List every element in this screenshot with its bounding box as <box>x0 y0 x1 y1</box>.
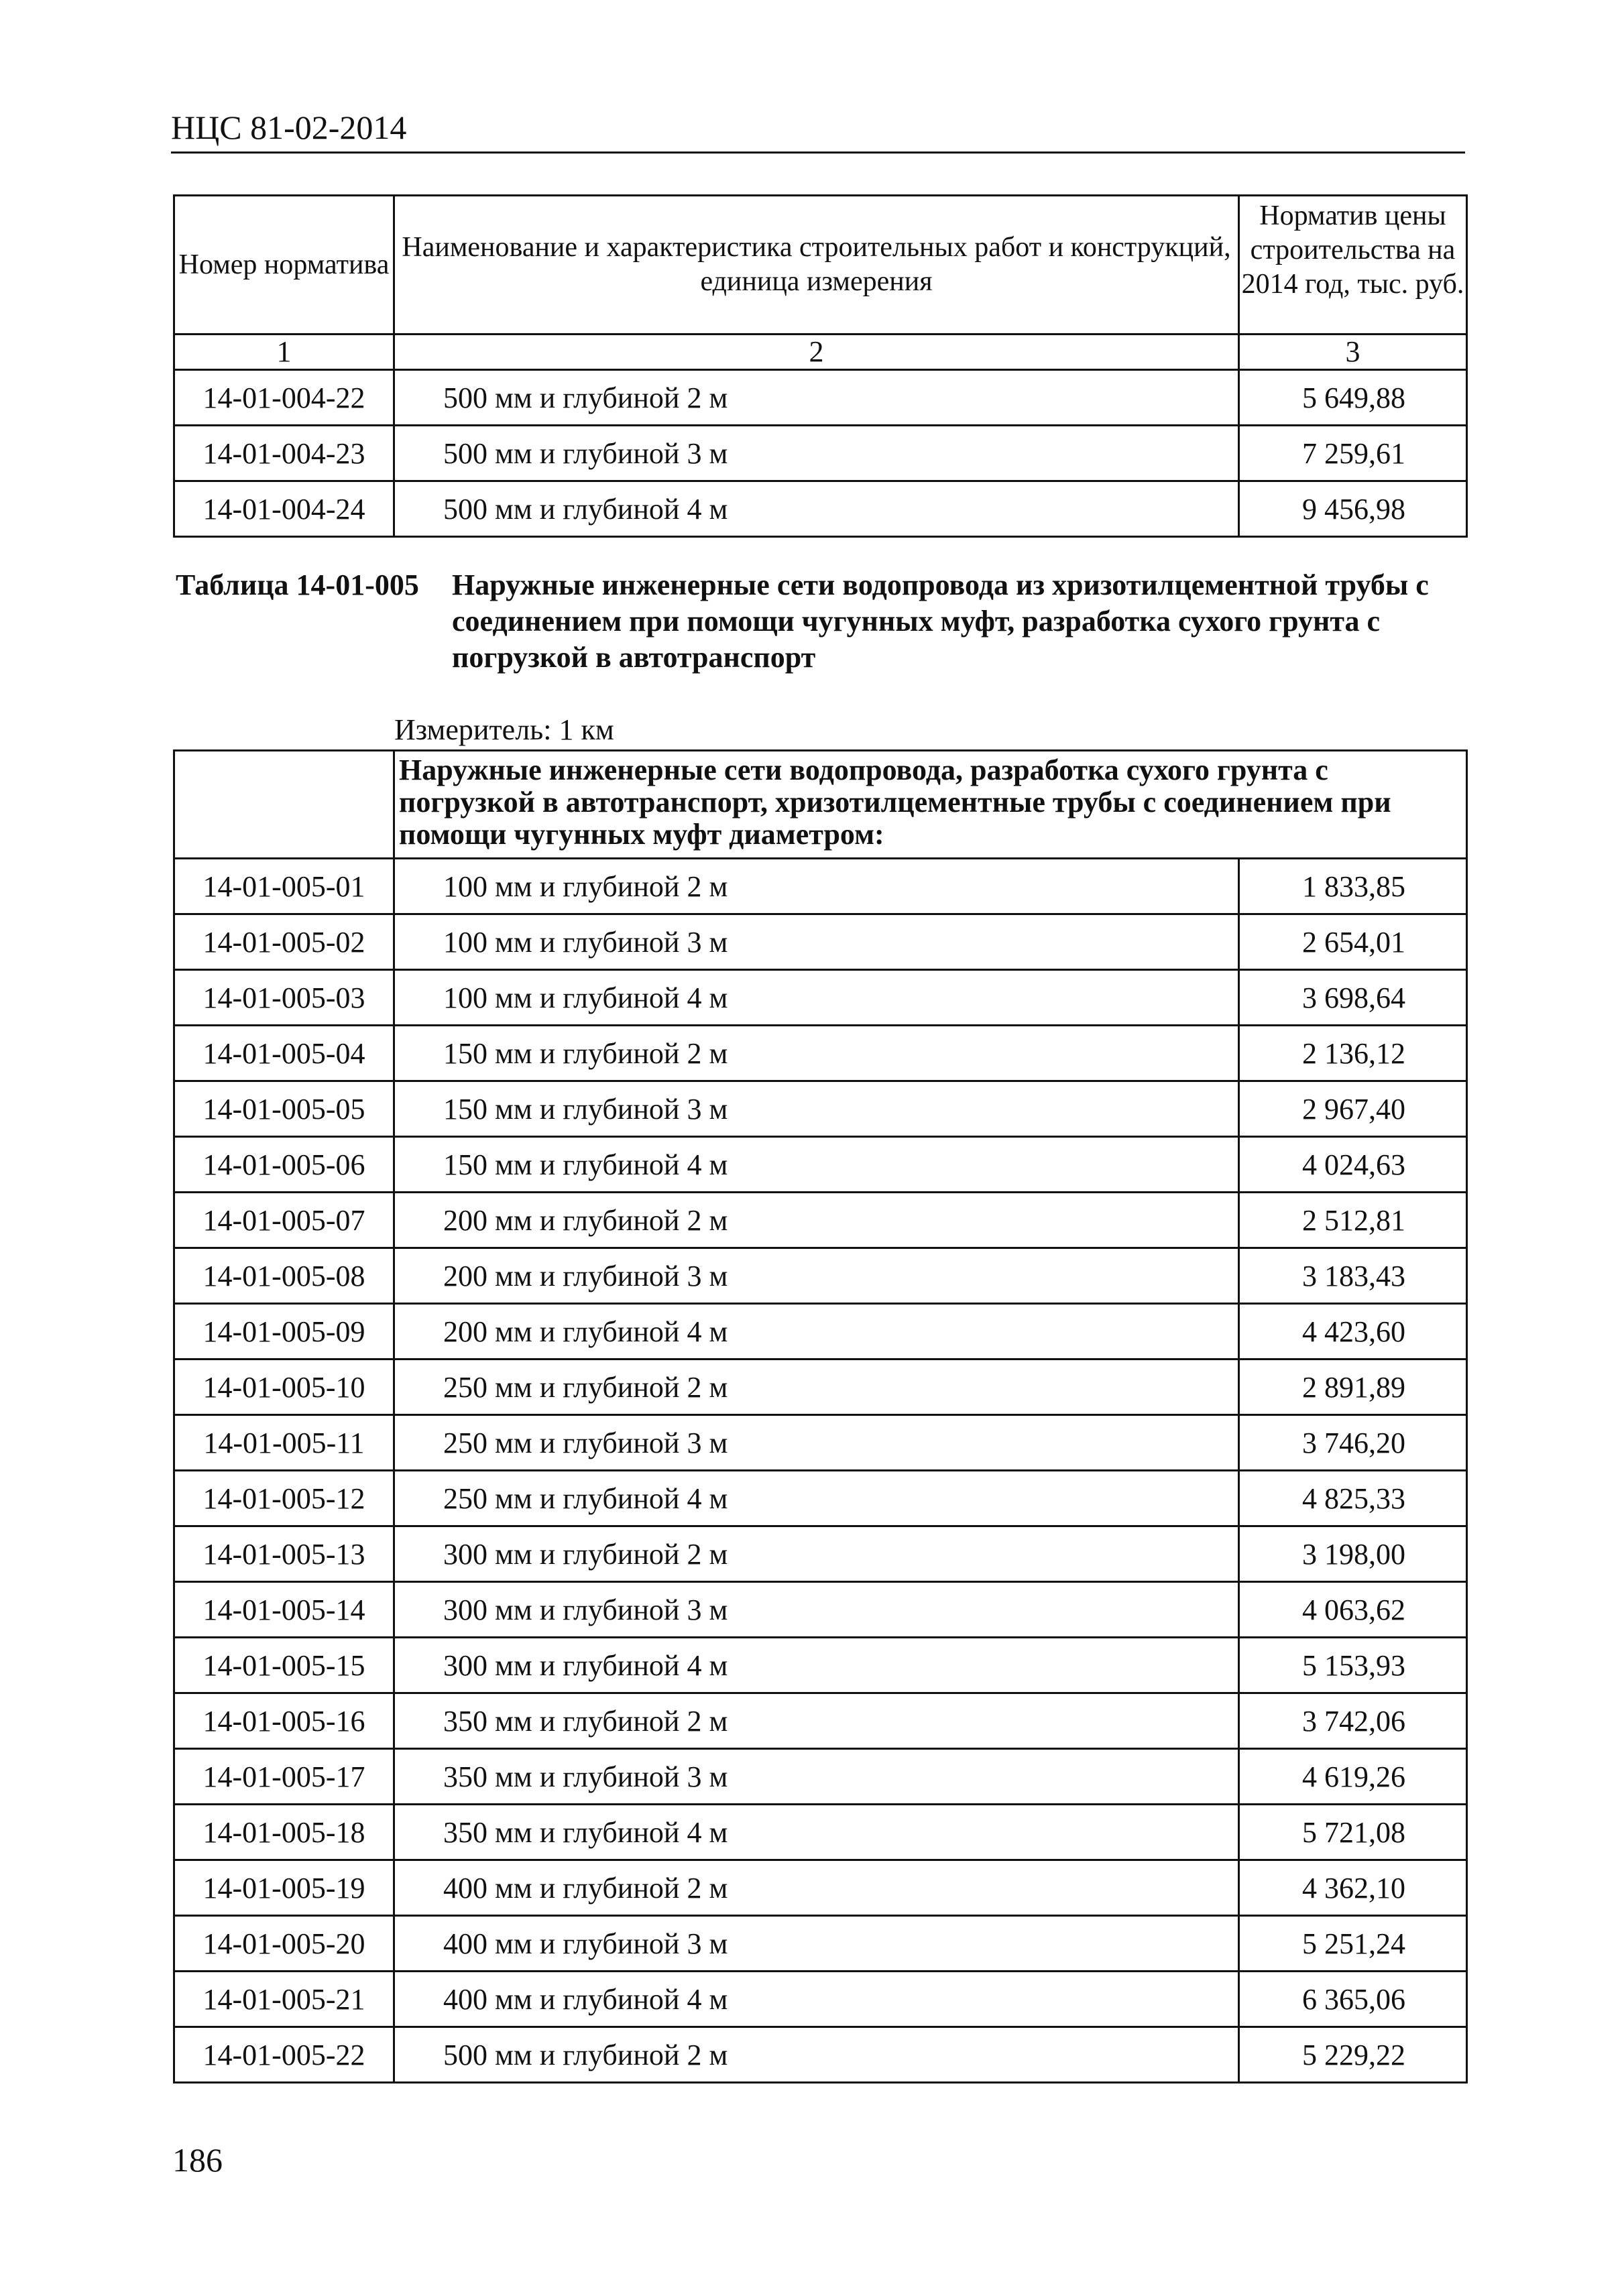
table-row <box>174 1749 1467 1805</box>
table-row <box>174 1304 1467 1360</box>
standard-number-cell: 14-01-005-22 <box>174 2027 394 2083</box>
standard-number-cell: 14-01-005-03 <box>174 970 394 1026</box>
standard-number-cell: 14-01-005-09 <box>174 1304 394 1360</box>
table-row <box>174 1471 1467 1526</box>
work-description-cell: 100 мм и глубиной 3 м <box>394 914 1239 970</box>
price-value-cell: 3 183,43 <box>1239 1248 1467 1304</box>
standard-number-cell: 14-01-005-08 <box>174 1248 394 1304</box>
work-description-cell: 500 мм и глубиной 4 м <box>394 481 1239 537</box>
table-005-rows <box>174 859 1467 2083</box>
header-work-description: Наименование и характеристика строительных работ и конструкций, единица измерения <box>394 196 1239 335</box>
price-value-cell: 4 825,33 <box>1239 1471 1467 1526</box>
price-value-cell: 2 512,81 <box>1239 1193 1467 1248</box>
price-value-cell: 6 365,06 <box>1239 1972 1467 2027</box>
work-description-cell: 200 мм и глубиной 3 м <box>394 1248 1239 1304</box>
work-description-cell: 350 мм и глубиной 4 м <box>394 1805 1239 1860</box>
column-index-row <box>174 335 1467 370</box>
table-header-row <box>174 196 1467 335</box>
column-index-2: 2 <box>394 335 1239 370</box>
price-value-cell: 5 649,88 <box>1239 370 1467 426</box>
table-row <box>174 1916 1467 1972</box>
standard-number-cell: 14-01-005-20 <box>174 1916 394 1972</box>
table-row <box>174 1638 1467 1693</box>
standard-number-cell: 14-01-005-18 <box>174 1805 394 1860</box>
work-description-cell: 500 мм и глубиной 2 м <box>394 370 1239 426</box>
standard-number-cell: 14-01-005-11 <box>174 1415 394 1471</box>
group-heading: Наружные инженерные сети водопровода, разработка сухого грунта с погрузкой в автотранспорт, хризотилцементные трубы с соединением при помощи чугунных муфт диаметром: <box>394 751 1467 859</box>
header-standard-number: Номер норматива <box>174 196 394 335</box>
price-value-cell: 5 153,93 <box>1239 1638 1467 1693</box>
group-heading-row <box>174 751 1467 859</box>
price-value-cell: 4 063,62 <box>1239 1582 1467 1638</box>
standard-number-cell: 14-01-005-16 <box>174 1693 394 1749</box>
column-index-3: 3 <box>1239 335 1467 370</box>
price-value-cell: 2 654,01 <box>1239 914 1467 970</box>
table-row <box>174 2027 1467 2083</box>
standard-number-cell: 14-01-005-21 <box>174 1972 394 2027</box>
price-value-cell: 5 251,24 <box>1239 1916 1467 1972</box>
table-row <box>174 1137 1467 1193</box>
column-index-1: 1 <box>174 335 394 370</box>
document-code: НЦС 81-02-2014 <box>171 109 407 146</box>
table-row <box>174 1582 1467 1638</box>
header-price-standard: Норматив цены строительства на 2014 год, тыс. руб. <box>1239 196 1467 335</box>
price-value-cell: 2 891,89 <box>1239 1360 1467 1415</box>
table-row <box>174 1360 1467 1415</box>
standard-number-cell: 14-01-005-07 <box>174 1193 394 1248</box>
work-description-cell: 400 мм и глубиной 3 м <box>394 1916 1239 1972</box>
price-value-cell: 7 259,61 <box>1239 426 1467 481</box>
table-row <box>174 1860 1467 1916</box>
header-rule <box>171 152 1465 154</box>
work-description-cell: 250 мм и глубиной 4 м <box>394 1471 1239 1526</box>
standard-number-cell: 14-01-005-06 <box>174 1137 394 1193</box>
price-value-cell: 2 136,12 <box>1239 1026 1467 1081</box>
standard-number-cell: 14-01-004-23 <box>174 426 394 481</box>
table-004-rows <box>174 370 1467 537</box>
table-caption <box>176 567 1470 676</box>
work-description-cell: 350 мм и глубиной 2 м <box>394 1693 1239 1749</box>
price-value-cell: 4 362,10 <box>1239 1860 1467 1916</box>
table-row <box>174 1526 1467 1582</box>
price-value-cell: 4 619,26 <box>1239 1749 1467 1805</box>
work-description-cell: 500 мм и глубиной 3 м <box>394 426 1239 481</box>
page-number: 186 <box>172 2141 223 2179</box>
standards-table-004 <box>173 194 1468 538</box>
table-row <box>174 1026 1467 1081</box>
price-value-cell: 4 024,63 <box>1239 1137 1467 1193</box>
table-row <box>174 426 1467 481</box>
group-heading-empty-cell <box>174 751 394 859</box>
work-description-cell: 100 мм и глубиной 2 м <box>394 859 1239 914</box>
standard-number-cell: 14-01-005-15 <box>174 1638 394 1693</box>
table-title: Наружные инженерные сети водопровода из хризотилцементной трубы с соединением при помощи чугунных муфт, разработка сухого грунта с погрузкой в автотранспорт <box>452 568 1429 674</box>
work-description-cell: 150 мм и глубиной 3 м <box>394 1081 1239 1137</box>
work-description-cell: 150 мм и глубиной 4 м <box>394 1137 1239 1193</box>
table-row <box>174 1193 1467 1248</box>
standard-number-cell: 14-01-005-10 <box>174 1360 394 1415</box>
work-description-cell: 350 мм и глубиной 3 м <box>394 1749 1239 1805</box>
table-row <box>174 1081 1467 1137</box>
table-row <box>174 970 1467 1026</box>
work-description-cell: 250 мм и глубиной 3 м <box>394 1415 1239 1471</box>
price-value-cell: 3 746,20 <box>1239 1415 1467 1471</box>
price-value-cell: 5 721,08 <box>1239 1805 1467 1860</box>
table-row <box>174 859 1467 914</box>
table-row <box>174 370 1467 426</box>
standard-number-cell: 14-01-004-22 <box>174 370 394 426</box>
unit-of-measure: Измеритель: 1 км <box>394 713 614 746</box>
table-row <box>174 1972 1467 2027</box>
work-description-cell: 200 мм и глубиной 4 м <box>394 1304 1239 1360</box>
price-value-cell: 9 456,98 <box>1239 481 1467 537</box>
table-row <box>174 1248 1467 1304</box>
work-description-cell: 250 мм и глубиной 2 м <box>394 1360 1239 1415</box>
table-row <box>174 1693 1467 1749</box>
table-row <box>174 1805 1467 1860</box>
standard-number-cell: 14-01-005-19 <box>174 1860 394 1916</box>
price-value-cell: 1 833,85 <box>1239 859 1467 914</box>
price-value-cell: 5 229,22 <box>1239 2027 1467 2083</box>
work-description-cell: 400 мм и глубиной 4 м <box>394 1972 1239 2027</box>
standard-number-cell: 14-01-004-24 <box>174 481 394 537</box>
price-value-cell: 3 742,06 <box>1239 1693 1467 1749</box>
work-description-cell: 100 мм и глубиной 4 м <box>394 970 1239 1026</box>
price-value-cell: 4 423,60 <box>1239 1304 1467 1360</box>
work-description-cell: 300 мм и глубиной 4 м <box>394 1638 1239 1693</box>
work-description-cell: 500 мм и глубиной 2 м <box>394 2027 1239 2083</box>
standard-number-cell: 14-01-005-05 <box>174 1081 394 1137</box>
price-value-cell: 2 967,40 <box>1239 1081 1467 1137</box>
standard-number-cell: 14-01-005-01 <box>174 859 394 914</box>
table-row <box>174 914 1467 970</box>
standard-number-cell: 14-01-005-12 <box>174 1471 394 1526</box>
work-description-cell: 200 мм и глубиной 2 м <box>394 1193 1239 1248</box>
table-row <box>174 481 1467 537</box>
table-number: Таблица 14-01-005 <box>176 568 419 601</box>
standard-number-cell: 14-01-005-04 <box>174 1026 394 1081</box>
standard-number-cell: 14-01-005-02 <box>174 914 394 970</box>
standard-number-cell: 14-01-005-17 <box>174 1749 394 1805</box>
standard-number-cell: 14-01-005-14 <box>174 1582 394 1638</box>
work-description-cell: 300 мм и глубиной 2 м <box>394 1526 1239 1582</box>
price-value-cell: 3 198,00 <box>1239 1526 1467 1582</box>
work-description-cell: 150 мм и глубиной 2 м <box>394 1026 1239 1081</box>
standards-table-005 <box>173 749 1468 2083</box>
standard-number-cell: 14-01-005-13 <box>174 1526 394 1582</box>
work-description-cell: 400 мм и глубиной 2 м <box>394 1860 1239 1916</box>
work-description-cell: 300 мм и глубиной 3 м <box>394 1582 1239 1638</box>
table-row <box>174 1415 1467 1471</box>
price-value-cell: 3 698,64 <box>1239 970 1467 1026</box>
